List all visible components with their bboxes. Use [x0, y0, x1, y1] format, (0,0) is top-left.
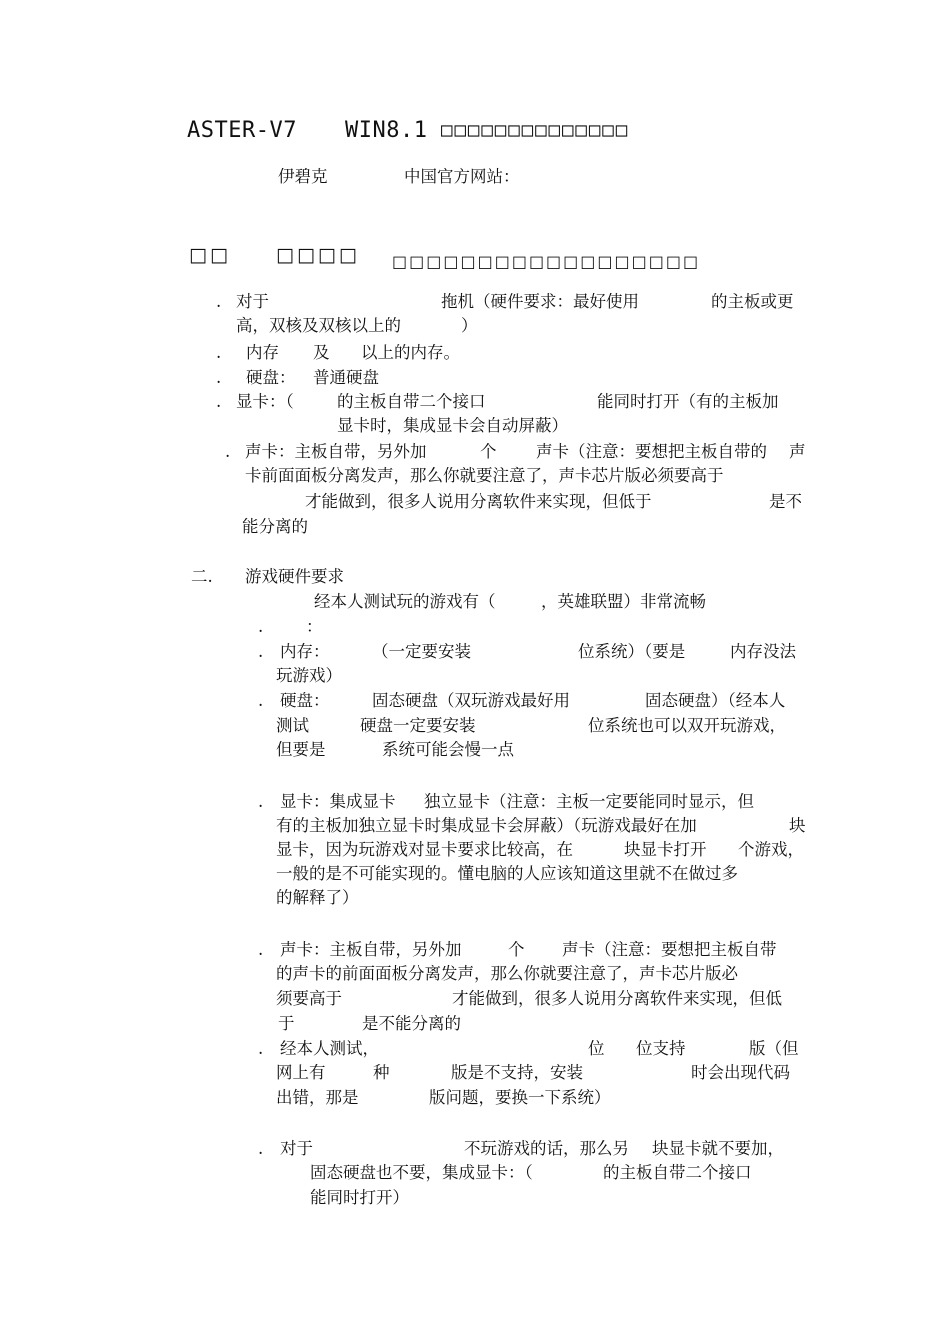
list-item-text: 于 [278, 1014, 295, 1033]
list-item-text: 系统可能会慢一点 [382, 740, 514, 759]
list-item-text: 内存 [246, 343, 279, 362]
list-item-text: 的声卡的前面面板分离发声，那么你就要注意了，声卡芯片版必 [276, 964, 738, 983]
list-item-text: 版是不支持，安装 [451, 1063, 583, 1082]
list-item-text: 对于 [236, 292, 269, 311]
list-item-dot: . [216, 392, 222, 411]
list-item-dot: . [216, 343, 222, 362]
list-item-text: 显卡：集成显卡 [280, 792, 396, 811]
subtitle-site: 中国官方网站： [404, 167, 520, 186]
list-item-text: 个 [508, 940, 525, 959]
list-item-text: 硬盘一定要安装 [360, 716, 476, 735]
section-2-number: 二. [191, 567, 213, 586]
list-item-text: 个游戏， [738, 840, 804, 859]
list-item-text: 固态硬盘也不要，集成显卡：（ [310, 1163, 533, 1182]
list-item-text: 声卡：主板自带，另外加 [280, 940, 462, 959]
list-item-text: 独立显卡（注意：主板一定要能同时显示，但 [424, 792, 754, 811]
list-item-dot: . [258, 642, 264, 661]
list-item-text: 种 [373, 1063, 390, 1082]
list-item-text: 个 [480, 442, 497, 461]
list-item-text: 能同时打开） [310, 1188, 409, 1207]
doc-title-model: ASTER-V7 [187, 118, 297, 143]
list-item-text: ） [461, 316, 478, 335]
list-item-text: 显卡，因为玩游戏对显卡要求比较高，在 [276, 840, 573, 859]
doc-title-rest: □□□□□□□□□□□□□□ [441, 119, 630, 141]
list-item-text: 普通硬盘 [313, 368, 379, 387]
list-item-text: 硬盘： [246, 368, 296, 387]
list-item-text: 位系统也可以双开玩游戏， [588, 716, 786, 735]
list-item-text: 网上有 [276, 1063, 326, 1082]
list-item-dot: . [225, 442, 231, 461]
list-item-text: 固态硬盘（双玩游戏最好用 [372, 691, 570, 710]
list-item-text: 时会出现代码 [691, 1063, 790, 1082]
list-item-dot: . [258, 1039, 264, 1058]
list-item-text: 对于 [280, 1139, 313, 1158]
list-item-text: 测试 [276, 716, 309, 735]
section-2-intro: ，英雄联盟）非常流畅 [541, 592, 706, 611]
list-item-text: 玩游戏） [276, 666, 342, 685]
list-item-text: 有的主板加独立显卡时集成显卡会屏蔽）（玩游戏最好在加 [276, 816, 697, 835]
list-item-text: 硬盘： [280, 691, 330, 710]
list-item-dot: . [258, 617, 264, 636]
list-item-dot: . [216, 292, 222, 311]
list-item-text: 声卡（注意：要想把主板自带的 [536, 442, 767, 461]
section-1-number: □□ [189, 244, 231, 266]
list-item-text: 显卡时，集成显卡会自动屏蔽） [337, 416, 568, 435]
section-1-heading: □□□□ [276, 244, 360, 266]
list-item-text: 内存： [280, 642, 330, 661]
list-item-text: 显卡：（ [236, 392, 294, 411]
list-item-text: 位系统）（要是 [578, 642, 686, 661]
list-item-text: 块 [789, 816, 806, 835]
list-item-text: 及 [313, 343, 330, 362]
list-item-text: 块显卡打开 [624, 840, 707, 859]
section-2-heading: 游戏硬件要求 [245, 567, 344, 586]
list-item-dot: . [258, 691, 264, 710]
list-item-text: 固态硬盘）（经本人 [645, 691, 786, 710]
list-item-text: 才能做到，很多人说用分离软件来实现，但低于 [305, 492, 652, 511]
list-item-text: 位支持 [636, 1039, 686, 1058]
list-item-text: 经本人测试， [280, 1039, 379, 1058]
list-item-text: 是不能分离的 [362, 1014, 461, 1033]
list-item-text: 卡前面面板分离发声，那么你就要注意了，声卡芯片版必须要高于 [245, 466, 724, 485]
list-item-text: 声卡：主板自带，另外加 [245, 442, 427, 461]
list-item-text: 但要是 [276, 740, 326, 759]
list-item-text: 能同时打开（有的主板加 [597, 392, 779, 411]
section-2-intro: 经本人测试玩的游戏有（ [314, 592, 496, 611]
list-item-text: 不玩游戏的话，那么另 [464, 1139, 629, 1158]
list-item-dot: . [258, 1139, 264, 1158]
list-item-text: 才能做到，很多人说用分离软件来实现，但低 [452, 989, 782, 1008]
list-item-text: 块显卡就不要加， [652, 1139, 784, 1158]
doc-title-os: WIN8.1 [345, 118, 428, 143]
list-item-dot: . [216, 368, 222, 387]
list-item-text: （一定要安装 [372, 642, 471, 661]
list-item-text: 位 [588, 1039, 605, 1058]
list-item-text: 是不 [769, 492, 802, 511]
list-item-text: 须要高于 [276, 989, 342, 1008]
list-item-text: 版（但 [749, 1039, 799, 1058]
list-item-text: 的主板或更 [711, 292, 794, 311]
list-item-text: 以上的内存。 [361, 343, 460, 362]
list-item-text: 的主板自带二个接口 [603, 1163, 752, 1182]
list-item-text: 的主板自带二个接口 [337, 392, 486, 411]
list-item-text: ： [306, 617, 323, 636]
list-item-dot: . [258, 792, 264, 811]
list-item-text: 一般的是不可能实现的。懂电脑的人应该知道这里就不在做过多 [276, 864, 738, 883]
list-item-text: 出错，那是 [276, 1088, 359, 1107]
list-item-text: 拖机（硬件要求：最好使用 [441, 292, 639, 311]
section-1-heading-tail: □□□□□□□□□□□□□□□□□□ [392, 252, 701, 271]
list-item-text: 声 [789, 442, 806, 461]
list-item-text: 声卡（注意：要想把主板自带 [562, 940, 777, 959]
list-item-dot: . [258, 940, 264, 959]
subtitle-brand: 伊碧克 [278, 167, 328, 186]
list-item-text: 能分离的 [242, 517, 308, 536]
list-item-text: 内存没法 [730, 642, 796, 661]
list-item-text: 版问题，要换一下系统） [429, 1088, 611, 1107]
list-item-text: 高，双核及双核以上的 [236, 316, 401, 335]
list-item-text: 的解释了） [276, 888, 359, 907]
